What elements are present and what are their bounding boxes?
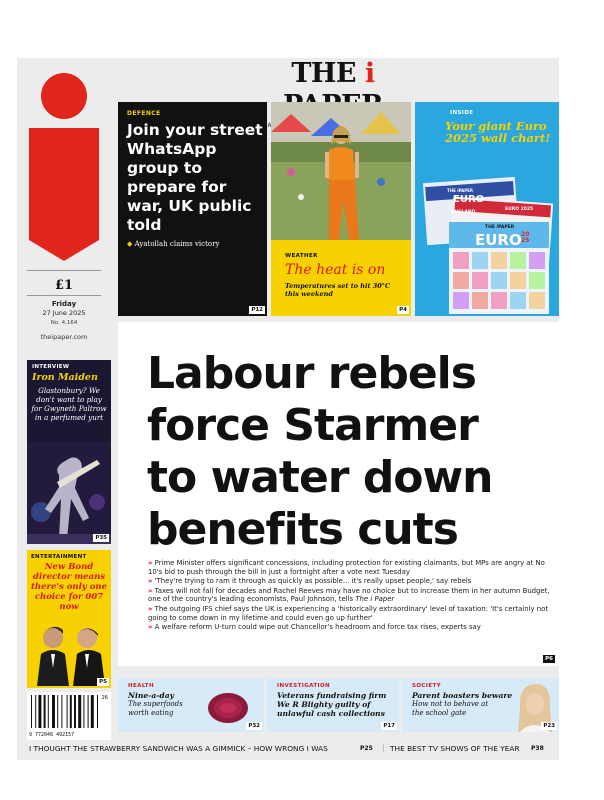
barcode-bar bbox=[67, 695, 68, 728]
wall-chart-label-euro: EURO 2025 bbox=[505, 207, 534, 212]
barcode-bar bbox=[38, 695, 41, 728]
society-subhead: How not to behave at the school gate bbox=[412, 700, 489, 717]
lead-bullet-text: Taxes will not fall for decades and Rachel Reeves may have no choice but to increase them in her autumn Budget, one of the country's leading economists, Paul Johnson, tells bbox=[148, 586, 550, 604]
sticker-slot bbox=[529, 292, 545, 309]
footer-story-2[interactable]: THE BEST TV SHOWS OF THE YEAR bbox=[390, 744, 520, 753]
bullet-arrow-icon: » bbox=[148, 604, 153, 613]
entertainment-headline: New Bond director means there's only one choice for 007 now bbox=[31, 562, 107, 612]
barcode-bar bbox=[57, 695, 58, 728]
sticker-slot bbox=[453, 272, 469, 289]
society-teaser[interactable] bbox=[402, 678, 559, 732]
lead-headline-line: Labour rebels bbox=[147, 348, 476, 399]
sticker-slot bbox=[472, 272, 488, 289]
weather-kicker: WEATHER bbox=[285, 253, 318, 259]
barcode-bar bbox=[83, 695, 84, 728]
lead-bullet-text: 'They're trying to ram it through as quickly as possible... it's really upset people,' say rebels bbox=[154, 577, 472, 586]
lead-headline-line: force Starmer bbox=[147, 400, 478, 451]
barcode-bar bbox=[70, 695, 72, 728]
lead-headline-line: to water down bbox=[147, 452, 493, 503]
barcode-bar bbox=[61, 695, 62, 728]
sticker-slot bbox=[472, 292, 488, 309]
divider bbox=[27, 295, 101, 296]
wall-chart-title-small: EURO bbox=[453, 194, 485, 205]
interview-subhead: Glastonbury? We don't want to play for Gwyneth Paltrow in a perfumed yurt bbox=[31, 386, 107, 422]
website-link[interactable]: theipaper.com bbox=[40, 333, 88, 341]
footer-page-1: P25 bbox=[360, 745, 373, 752]
investigation-teaser[interactable] bbox=[267, 678, 399, 732]
beetroot-icon bbox=[204, 684, 252, 728]
price: £1 bbox=[54, 278, 74, 293]
bullet-arrow-icon: » bbox=[148, 559, 153, 567]
defence-subhead bbox=[118, 235, 267, 248]
sticker-slot bbox=[453, 292, 469, 309]
wall-chart-brand: THE iPAPER bbox=[485, 225, 515, 230]
weather-page-tag: P4 bbox=[399, 307, 407, 313]
lead-bullet-text: The outgoing IFS chief says the UK is experiencing a 'historically extraordinary' level of taxation: 'It's certainly not going to come down in my lifetime and could even go up further' bbox=[148, 604, 549, 622]
edition-day: Friday bbox=[51, 300, 77, 308]
edition-date: 27 June 2025 bbox=[42, 309, 86, 317]
barcode-issue-code: 26 bbox=[101, 695, 108, 701]
weather-headline: The heat is on bbox=[285, 262, 386, 278]
actors-photo-icon bbox=[33, 624, 109, 686]
wall-chart-year: 20 25 bbox=[521, 231, 530, 244]
footer-divider: | bbox=[382, 743, 385, 752]
sticker-slot bbox=[510, 292, 526, 309]
sticker-slot bbox=[453, 252, 469, 269]
lead-bullet-text: Prime Minister offers significant concessions, including protection for existing claimants, but MPs are angry at No 10's bid to push through the bill in just a fortnight after a vote next Tuesday bbox=[148, 559, 545, 576]
barcode-bar bbox=[52, 695, 55, 728]
edition-info bbox=[27, 272, 101, 352]
barcode-bar bbox=[48, 695, 49, 728]
masthead[interactable] bbox=[245, 58, 421, 100]
lead-bullet bbox=[148, 605, 553, 622]
lead-headline bbox=[147, 348, 557, 556]
barcode-bar bbox=[44, 695, 46, 728]
entertainment-panel[interactable] bbox=[27, 550, 111, 688]
barcode-bar bbox=[31, 695, 32, 728]
guitarist-photo-icon bbox=[27, 442, 111, 544]
lead-bullets bbox=[148, 559, 553, 633]
sticker-slot bbox=[510, 272, 526, 289]
wall-chart-title: EURO bbox=[475, 231, 522, 249]
lead-bullet bbox=[148, 623, 553, 632]
inside-headline: Your giant Euro 2025 wall chart! bbox=[445, 119, 551, 145]
entertainment-page-tag: P5 bbox=[99, 679, 107, 685]
sticker-slot bbox=[491, 252, 507, 269]
health-page-tag: P32 bbox=[248, 723, 260, 729]
barcode-bar bbox=[97, 695, 98, 728]
sticker-slot bbox=[529, 252, 545, 269]
i-logo-icon bbox=[27, 72, 101, 262]
society-page-tag: P23 bbox=[543, 723, 555, 729]
defence-subhead-text: Ayatollah claims victory bbox=[134, 240, 220, 248]
lead-headline-line: benefits cuts bbox=[147, 504, 458, 555]
sticker-slot bbox=[491, 272, 507, 289]
barcode-icon bbox=[27, 692, 111, 730]
barcode-bar bbox=[78, 695, 81, 728]
society-kicker: SOCIETY bbox=[412, 683, 442, 689]
interview-headline: Iron Maiden bbox=[32, 372, 98, 383]
lead-bullet bbox=[148, 587, 553, 604]
defence-page-tag: P12 bbox=[251, 307, 263, 313]
health-teaser[interactable] bbox=[118, 678, 264, 732]
footer-story-1[interactable]: I THOUGHT THE STRAWBERRY SANDWICH WAS A GIMMICK – HOW WRONG I WAS bbox=[29, 744, 328, 753]
investigation-kicker: INVESTIGATION bbox=[277, 683, 331, 689]
wall-chart-icon bbox=[415, 102, 559, 316]
weather-subhead: Temperatures set to hit 30°C this weekend bbox=[285, 282, 391, 298]
health-subhead: The superfoods worth eating bbox=[128, 700, 183, 717]
health-kicker: HEALTH bbox=[128, 683, 154, 689]
bullet-icon: ◆ bbox=[127, 240, 133, 248]
wall-chart-brand-small: THE iPAPER bbox=[447, 188, 473, 193]
defence-headline: Join your street WhatsApp group to prepare for war, UK public told bbox=[127, 121, 263, 234]
barcode bbox=[27, 692, 111, 740]
inside-kicker: INSIDE bbox=[450, 110, 474, 116]
bullet-arrow-icon: » bbox=[148, 623, 153, 632]
inside-promo[interactable] bbox=[415, 102, 559, 316]
interview-panel[interactable] bbox=[27, 360, 111, 544]
sticker-slot bbox=[472, 252, 488, 269]
barcode-bar bbox=[35, 695, 36, 728]
front-page bbox=[17, 58, 559, 760]
festival-photo-icon bbox=[271, 102, 411, 240]
masthead-title-the: THE bbox=[291, 58, 356, 89]
bullet-arrow-icon: » bbox=[148, 577, 153, 586]
sticker-slot bbox=[510, 252, 526, 269]
sticker-slot bbox=[529, 272, 545, 289]
defence-story[interactable] bbox=[118, 102, 267, 316]
footer-page-2: P38 bbox=[531, 745, 544, 752]
wall-chart-label-england: ENGLAND bbox=[451, 210, 476, 215]
investigation-headline: Veterans fundraising firm We R Blighty guilty of unlawful cash collections bbox=[277, 691, 387, 718]
barcode-digits: 9 772046 492157 bbox=[29, 732, 75, 738]
footer-bar bbox=[17, 741, 559, 757]
society-headline: Parent boasters beware bbox=[412, 691, 513, 700]
lead-bullet bbox=[148, 559, 553, 576]
lead-bullet-italic: The i Paper bbox=[355, 595, 395, 604]
masthead-title-i: i bbox=[364, 58, 375, 89]
defence-kicker: DEFENCE bbox=[127, 110, 161, 117]
issue-number: No. 4,164 bbox=[50, 320, 78, 326]
lead-page-tag: P6 bbox=[545, 656, 553, 662]
barcode-bar bbox=[74, 695, 76, 728]
barcode-bar bbox=[91, 695, 94, 728]
lead-bullet bbox=[148, 577, 553, 586]
entertainment-kicker: ENTERTAINMENT bbox=[31, 554, 87, 560]
barcode-bar bbox=[88, 695, 89, 728]
sticker-slot bbox=[491, 292, 507, 309]
health-headline: Nine-a-day bbox=[128, 691, 175, 700]
bullet-arrow-icon: » bbox=[148, 586, 153, 595]
divider bbox=[27, 270, 101, 271]
investigation-page-tag: P17 bbox=[383, 723, 395, 729]
interview-page-tag: P35 bbox=[95, 535, 107, 541]
interview-kicker: INTERVIEW bbox=[32, 364, 70, 370]
lead-bullet-text: A welfare reform U-turn could wipe out Chancellor's headroom and force tax rises, experts say bbox=[154, 623, 481, 632]
weather-story[interactable] bbox=[271, 102, 411, 316]
